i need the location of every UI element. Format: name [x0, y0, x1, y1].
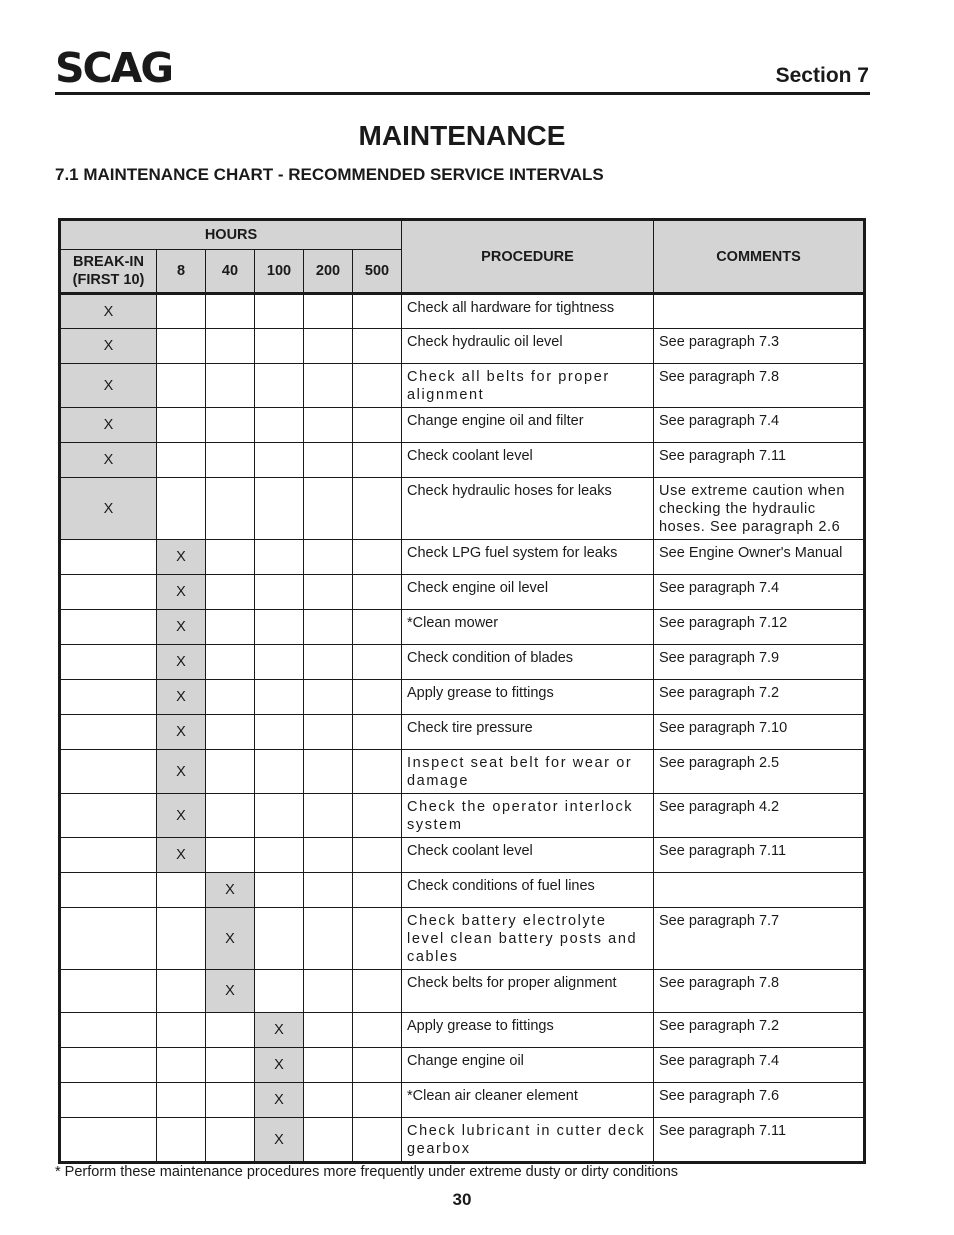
table-row [60, 970, 865, 1013]
procedure-cell: Check the operator interlock system [402, 794, 654, 838]
interval-cell [353, 645, 402, 680]
interval-cell [157, 443, 206, 478]
interval-mark: X [157, 575, 206, 610]
page-number: 30 [452, 1190, 472, 1209]
interval-cell [255, 329, 304, 364]
interval-cell [353, 540, 402, 575]
interval-cell [206, 478, 255, 540]
interval-cell [157, 1118, 206, 1163]
table-row [60, 329, 865, 364]
comment-cell: See paragraph 7.10 [654, 715, 865, 750]
procedure-cell: Inspect seat belt for wear or damage [402, 750, 654, 794]
comment-cell: Use extreme caution when checking the hydraulic hoses. See paragraph 2.6 [654, 478, 865, 540]
table-row [60, 715, 865, 750]
procedure-cell: Check all belts for proper alignment [402, 364, 654, 408]
procedure-cell: Check coolant level [402, 838, 654, 873]
interval-cell [353, 715, 402, 750]
comment-cell: See paragraph 7.3 [654, 329, 865, 364]
interval-cell [255, 750, 304, 794]
interval-cell [60, 575, 157, 610]
interval-cell [60, 873, 157, 908]
comment-cell: See paragraph 7.11 [654, 838, 865, 873]
interval-cell [206, 1013, 255, 1048]
interval-mark: X [255, 1013, 304, 1048]
procedure-cell: Check hydraulic hoses for leaks [402, 478, 654, 540]
comment-cell: See paragraph 7.2 [654, 680, 865, 715]
interval-mark: X [60, 478, 157, 540]
comment-cell: See paragraph 7.7 [654, 908, 865, 970]
table-row [60, 908, 865, 970]
interval-cell [60, 1083, 157, 1118]
interval-mark: X [157, 838, 206, 873]
table-row [60, 873, 865, 908]
interval-cell [353, 794, 402, 838]
procedure-header: PROCEDURE [402, 220, 654, 294]
interval-mark: X [157, 750, 206, 794]
interval-cell [353, 1083, 402, 1118]
interval-cell [206, 645, 255, 680]
interval-mark: X [206, 970, 255, 1013]
table-row [60, 1083, 865, 1118]
interval-cell [255, 364, 304, 408]
header-rule [55, 92, 870, 95]
table-row [60, 443, 865, 478]
interval-mark: X [255, 1118, 304, 1163]
interval-mark: X [60, 329, 157, 364]
table-row [60, 1118, 865, 1163]
interval-cell [353, 1048, 402, 1083]
procedure-cell: *Clean air cleaner element [402, 1083, 654, 1118]
interval-mark: X [60, 364, 157, 408]
interval-mark: X [206, 908, 255, 970]
interval-cell [60, 1048, 157, 1083]
interval-cell [60, 1013, 157, 1048]
interval-cell [353, 575, 402, 610]
interval-mark: X [157, 794, 206, 838]
interval-cell [206, 715, 255, 750]
procedure-cell: *Clean mower [402, 610, 654, 645]
comment-cell: See paragraph 7.12 [654, 610, 865, 645]
hours-col-header: 500 [353, 250, 402, 294]
procedure-cell: Check all hardware for tightness [402, 294, 654, 329]
procedure-cell: Apply grease to fittings [402, 680, 654, 715]
interval-cell [304, 575, 353, 610]
interval-cell [157, 1083, 206, 1118]
breakin-header-line2: (FIRST 10) [72, 272, 145, 288]
procedure-cell: Check battery electrolyte level clean battery posts and cables [402, 908, 654, 970]
table-row [60, 680, 865, 715]
interval-cell [255, 680, 304, 715]
interval-cell [353, 329, 402, 364]
comment-cell: See paragraph 2.5 [654, 750, 865, 794]
procedure-cell: Check engine oil level [402, 575, 654, 610]
interval-cell [304, 540, 353, 575]
table-row [60, 408, 865, 443]
interval-cell [206, 294, 255, 329]
table-row [60, 540, 865, 575]
logo-text: SCAG [55, 46, 173, 86]
interval-cell [304, 715, 353, 750]
comment-cell: See paragraph 7.4 [654, 575, 865, 610]
interval-cell [304, 443, 353, 478]
procedure-cell: Apply grease to fittings [402, 1013, 654, 1048]
interval-cell [60, 715, 157, 750]
interval-mark: X [157, 680, 206, 715]
comment-cell: See paragraph 7.11 [654, 1118, 865, 1163]
interval-mark: X [206, 873, 255, 908]
interval-cell [353, 970, 402, 1013]
interval-cell [304, 478, 353, 540]
table-row [60, 1013, 865, 1048]
interval-mark: X [157, 645, 206, 680]
interval-cell [157, 329, 206, 364]
interval-cell [304, 1013, 353, 1048]
procedure-cell: Check lubricant in cutter deck gearbox [402, 1118, 654, 1163]
maintenance-chart [58, 218, 866, 1164]
interval-cell [60, 908, 157, 970]
interval-cell [304, 294, 353, 329]
interval-cell [157, 408, 206, 443]
table-row [60, 645, 865, 680]
hours-col-header: 100 [255, 250, 304, 294]
comment-cell: See paragraph 7.4 [654, 408, 865, 443]
interval-cell [60, 610, 157, 645]
interval-cell [157, 970, 206, 1013]
interval-cell [206, 794, 255, 838]
interval-cell [255, 540, 304, 575]
page-title: MAINTENANCE [358, 120, 566, 151]
table-row [60, 364, 865, 408]
interval-cell [304, 1048, 353, 1083]
table-row [60, 1048, 865, 1083]
interval-cell [304, 838, 353, 873]
interval-cell [304, 329, 353, 364]
interval-cell [304, 645, 353, 680]
interval-cell [255, 575, 304, 610]
breakin-header-line1: BREAK-IN [73, 254, 144, 270]
interval-cell [255, 610, 304, 645]
comment-cell: See paragraph 7.2 [654, 1013, 865, 1048]
interval-cell [206, 1083, 255, 1118]
interval-cell [206, 1048, 255, 1083]
interval-mark: X [60, 443, 157, 478]
procedure-cell: Change engine oil and filter [402, 408, 654, 443]
interval-cell [304, 794, 353, 838]
interval-cell [304, 908, 353, 970]
interval-cell [206, 408, 255, 443]
interval-cell [353, 873, 402, 908]
hours-col-header: 40 [206, 250, 255, 294]
interval-mark: X [157, 540, 206, 575]
interval-cell [353, 408, 402, 443]
interval-cell [60, 970, 157, 1013]
interval-cell [206, 540, 255, 575]
hours-header: HOURS [60, 220, 402, 250]
interval-mark: X [157, 610, 206, 645]
interval-mark: X [60, 294, 157, 329]
procedure-cell: Check coolant level [402, 443, 654, 478]
interval-cell [304, 610, 353, 645]
hours-col-header: 8 [157, 250, 206, 294]
interval-cell [206, 750, 255, 794]
interval-cell [206, 575, 255, 610]
interval-cell [353, 908, 402, 970]
hours-col-header: 200 [304, 250, 353, 294]
interval-cell [206, 1118, 255, 1163]
interval-cell [255, 715, 304, 750]
breakin-header [60, 250, 157, 294]
interval-cell [157, 1048, 206, 1083]
interval-cell [60, 794, 157, 838]
interval-cell [353, 680, 402, 715]
interval-cell [255, 873, 304, 908]
comment-cell [654, 873, 865, 908]
interval-mark: X [60, 408, 157, 443]
table-row [60, 794, 865, 838]
interval-cell [255, 645, 304, 680]
comment-cell: See paragraph 7.8 [654, 364, 865, 408]
chart-heading: 7.1 MAINTENANCE CHART - RECOMMENDED SERVICE INTERVALS [55, 165, 604, 184]
interval-cell [157, 478, 206, 540]
interval-mark: X [255, 1048, 304, 1083]
procedure-cell: Change engine oil [402, 1048, 654, 1083]
table-row [60, 750, 865, 794]
interval-cell [304, 750, 353, 794]
interval-cell [157, 908, 206, 970]
comment-cell: See paragraph 4.2 [654, 794, 865, 838]
interval-cell [353, 364, 402, 408]
procedure-cell: Check belts for proper alignment [402, 970, 654, 1013]
interval-cell [206, 838, 255, 873]
chart-body [60, 294, 865, 1163]
interval-cell [206, 329, 255, 364]
comment-cell [654, 294, 865, 329]
interval-mark: X [255, 1083, 304, 1118]
scag-logo [55, 46, 175, 86]
procedure-cell: Check LPG fuel system for leaks [402, 540, 654, 575]
interval-cell [353, 750, 402, 794]
interval-cell [255, 970, 304, 1013]
comment-cell: See paragraph 7.8 [654, 970, 865, 1013]
interval-cell [255, 838, 304, 873]
comment-cell: See paragraph 7.4 [654, 1048, 865, 1083]
interval-cell [304, 873, 353, 908]
interval-cell [255, 408, 304, 443]
interval-cell [353, 1013, 402, 1048]
procedure-cell: Check conditions of fuel lines [402, 873, 654, 908]
interval-cell [255, 908, 304, 970]
comments-header: COMMENTS [654, 220, 865, 294]
interval-cell [157, 1013, 206, 1048]
footnote: * Perform these maintenance procedures more frequently under extreme dusty or dirty conditions [55, 1164, 679, 1180]
comment-cell: See Engine Owner's Manual [654, 540, 865, 575]
interval-cell [353, 294, 402, 329]
table-row [60, 294, 865, 329]
interval-cell [206, 364, 255, 408]
table-row [60, 838, 865, 873]
interval-cell [206, 443, 255, 478]
interval-cell [60, 540, 157, 575]
interval-cell [304, 1118, 353, 1163]
table-row [60, 610, 865, 645]
interval-cell [304, 1083, 353, 1118]
interval-cell [60, 1118, 157, 1163]
interval-mark: X [157, 715, 206, 750]
interval-cell [60, 750, 157, 794]
procedure-cell: Check tire pressure [402, 715, 654, 750]
interval-cell [60, 838, 157, 873]
interval-cell [206, 680, 255, 715]
interval-cell [157, 364, 206, 408]
interval-cell [304, 364, 353, 408]
comment-cell: See paragraph 7.11 [654, 443, 865, 478]
interval-cell [353, 838, 402, 873]
interval-cell [304, 970, 353, 1013]
interval-cell [206, 610, 255, 645]
interval-cell [353, 478, 402, 540]
interval-cell [353, 443, 402, 478]
interval-cell [255, 794, 304, 838]
interval-cell [304, 680, 353, 715]
interval-cell [255, 478, 304, 540]
interval-cell [255, 443, 304, 478]
procedure-cell: Check condition of blades [402, 645, 654, 680]
interval-cell [60, 680, 157, 715]
interval-cell [353, 610, 402, 645]
interval-cell [353, 1118, 402, 1163]
procedure-cell: Check hydraulic oil level [402, 329, 654, 364]
table-row [60, 478, 865, 540]
section-label: Section 7 [775, 64, 869, 87]
interval-cell [255, 294, 304, 329]
comment-cell: See paragraph 7.9 [654, 645, 865, 680]
interval-cell [157, 294, 206, 329]
comment-cell: See paragraph 7.6 [654, 1083, 865, 1118]
table-row [60, 575, 865, 610]
interval-cell [60, 645, 157, 680]
interval-cell [304, 408, 353, 443]
interval-cell [157, 873, 206, 908]
